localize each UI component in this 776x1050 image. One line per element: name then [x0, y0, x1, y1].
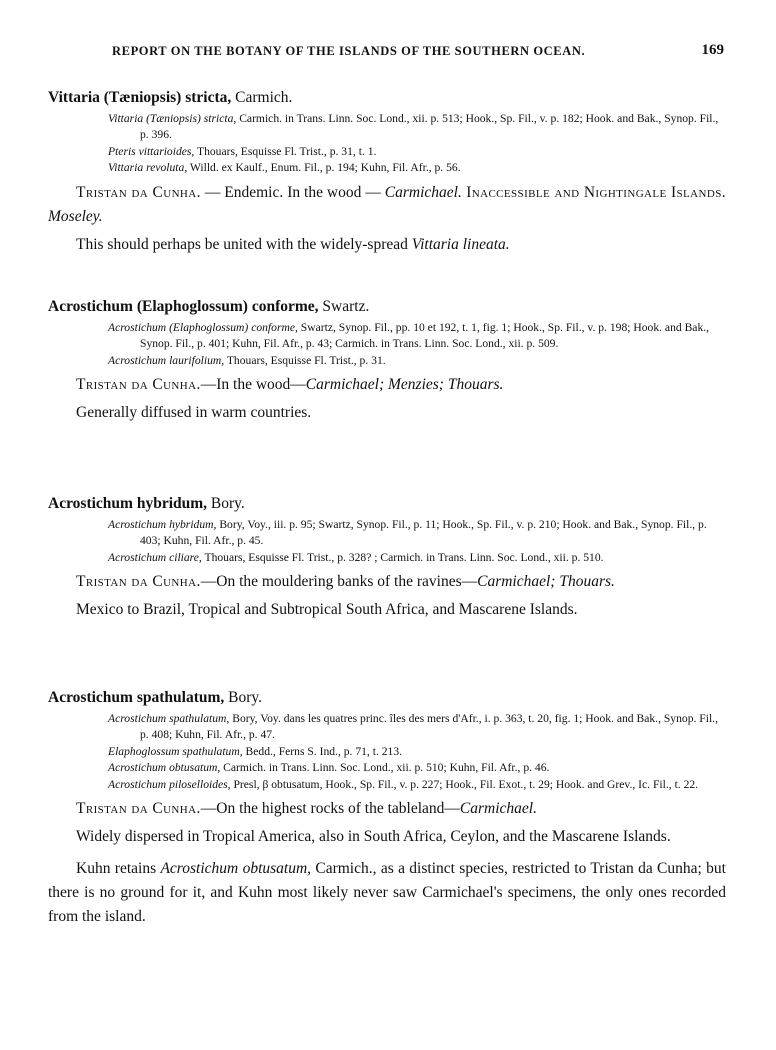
species-entry — [48, 688, 726, 929]
species-entry — [48, 297, 726, 425]
header-title: REPORT ON THE BOTANY OF THE ISLANDS OF THE SOUTHERN OCEAN. — [112, 44, 586, 58]
synonym: Elaphoglossum spathulatum, Bedd., Ferns S. Ind., p. 71, t. 213. — [108, 744, 403, 758]
synonym: Acrostichum obtusatum, Carmich. in Trans. Linn. Soc. Lond., xii. p. 510; Kuhn, Fil. Afr., p. 46. — [108, 761, 550, 775]
synonym: Vittaria (Tæniopsis) stricta, Carmich. in Trans. Linn. Soc. Lond., xii. p. 513; Hook., Sp. Fil., v. p. 182; Hook. and Bak., Synop. Fil., p. 396. — [108, 112, 719, 142]
locality: Tristan da Cunha. — Endemic. In the wood — Carmichael. Inaccessible and Nightingale Islands. Moseley. — [48, 183, 726, 225]
synonym: Acrostichum spathulatum, Bory, Voy. dans les quatres princ. îles des mers d'Afr., i. p. 363, t. 20, fig. 1; Hook. and Bak., Synop. Fil., p. 408; Kuhn, Fil. Afr., p. 47. — [108, 712, 718, 742]
synonym: Acrostichum hybridum, Bory, Voy., iii. p. 95; Swartz, Synop. Fil., p. 11; Hook., Sp. Fil., v. p. 210; Hook. and Bak., Synop. Fil., p. 403; Kuhn, Fil. Afr., p. 45. — [108, 518, 707, 548]
species-heading: Acrostichum hybridum, Bory. — [48, 495, 245, 512]
distribution-note: Generally diffused in warm countries. — [76, 404, 312, 422]
species-heading: Acrostichum spathulatum, Bory. — [48, 689, 263, 706]
synonym: Acrostichum laurifolium, Thouars, Esquisse Fl. Trist., p. 31. — [108, 353, 386, 367]
page-number: 169 — [701, 42, 724, 58]
locality: Tristan da Cunha.—In the wood—Carmichael; Menzies; Thouars. — [76, 376, 504, 394]
synonym: Acrostichum ciliare, Thouars, Esquisse Fl. Trist., p. 328? ; Carmich. in Trans. Linn. Soc. Lond., xii. p. 510. — [108, 550, 604, 564]
species-heading: Acrostichum (Elaphoglossum) conforme, Swartz. — [48, 298, 370, 315]
synonym: Acrostichum piloselloides, Presl, β obtusatum, Hook., Sp. Fil., v. p. 227; Hook., Fil. Exot., t. 29; Hook. and Grev., Ic. Fil., t. 22. — [108, 777, 699, 791]
distribution-note: This should perhaps be united with the widely-spread Vittaria lineata. — [76, 235, 510, 253]
running-header — [112, 44, 724, 59]
locality: Tristan da Cunha.—On the highest rocks of the tableland—Carmichael. — [76, 800, 537, 818]
species-entry — [48, 88, 726, 257]
species-entry — [48, 494, 726, 622]
distribution-note: Mexico to Brazil, Tropical and Subtropical South Africa, and Mascarene Islands. — [76, 601, 578, 619]
synonym: Vittaria revoluta, Willd. ex Kaulf., Enum. Fil., p. 194; Kuhn, Fil. Afr., p. 56. — [108, 161, 461, 175]
species-heading: Vittaria (Tæniopsis) stricta, Carmich. — [48, 89, 293, 106]
remark-paragraph: Kuhn retains Acrostichum obtusatum, Carmich., as a distinct species, restricted to Tristan da Cunha; but there is no ground for it, and Kuhn most likely never saw Carmichael's specimens, the only ones recorded from the island. — [48, 860, 726, 926]
distribution-note: Widely dispersed in Tropical America, also in South Africa, Ceylon, and the Mascarene Islands. — [76, 828, 671, 846]
synonym: Pteris vittarioides, Thouars, Esquisse Fl. Trist., p. 31, t. 1. — [108, 144, 377, 158]
locality: Tristan da Cunha.—On the mouldering banks of the ravines—Carmichael; Thouars. — [76, 573, 615, 591]
synonym: Acrostichum (Elaphoglossum) conforme, Swartz, Synop. Fil., pp. 10 et 192, t. 1, fig. 1; Hook., Sp. Fil., v. p. 198; Hook. and Bak., Synop. Fil., p. 401; Kuhn, Fil. Afr., p. 43; Carmich. in Trans. Linn. Soc. Lond., xii. p. 509. — [108, 321, 710, 351]
